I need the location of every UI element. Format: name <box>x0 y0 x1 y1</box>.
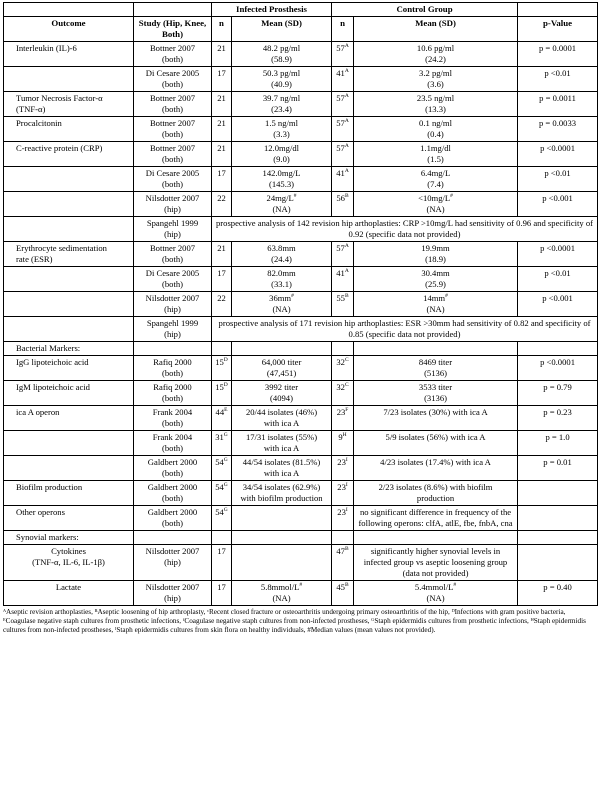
header-study: Study (Hip, Knee, Both) <box>134 17 212 42</box>
mean-control-cell: 19.9mm (18.9) <box>354 242 518 267</box>
mean-infected-cell: 12.0mg/dl (9.0) <box>232 142 332 167</box>
blank-cell <box>518 531 598 545</box>
n-infected-cell <box>212 406 232 431</box>
section-label: Synovial markers: <box>4 531 134 545</box>
n-value: 23 <box>337 482 346 492</box>
table-footnote: ᴬAseptic revision arthoplasties, ᴮAseptic loosening of hip arthroplasty, ᶜRecent closed fracture or osteoarthritis undergoing primary osteoarthritis of the hip, ᴰInfections with gram positive bacteria, ᴱCoagulase negative staph cultures from prosthetic infections, ᶠCoagulase negative staph cultures from non-infected prostheses, ᴳStaph epidermidis cultures from prosthetic infections, ᴴStaph epidermidis cultures from non-infected prostheses, ᴵStaph epidermidis cultures from skin flora on healthy individuals, #Median values (mean values not provided). <box>3 608 586 634</box>
n-value: 41 <box>336 68 345 78</box>
n-superscript: G <box>223 457 228 464</box>
mean-infected-cell: 44/54 isolates (81.5%) with ica A <box>232 456 332 481</box>
mean-control-cell: 5/9 isolates (56%) with ica A <box>354 431 518 456</box>
p-value-cell: p = 0.79 <box>518 381 598 406</box>
n-superscript: A <box>344 118 349 125</box>
n-control-cell <box>332 117 354 142</box>
mean-control-cell: 10.6 pg/ml (24.2) <box>354 42 518 67</box>
mean-infected-cell: 3992 titer (4094) <box>232 381 332 406</box>
n-value: 54 <box>215 507 224 517</box>
n-superscript: I <box>345 507 348 514</box>
n-infected-cell <box>212 92 232 117</box>
study-cell: Nilsdotter 2007 (hip) <box>134 545 212 581</box>
table-row <box>4 531 598 545</box>
mean-control-cell: 8469 titer (5136) <box>354 356 518 381</box>
n-control-cell <box>332 381 354 406</box>
p-value-cell: p <0.01 <box>518 67 598 92</box>
header-row-columns <box>4 17 598 42</box>
study-cell: Rafiq 2000 (both) <box>134 356 212 381</box>
p-value-cell: p = 0.0033 <box>518 117 598 142</box>
study-cell: Di Cesare 2005 (both) <box>134 67 212 92</box>
n-superscript: C <box>344 382 349 389</box>
header-mean-infected: Mean (SD) <box>232 17 332 42</box>
n-superscript: D <box>223 357 228 364</box>
n-infected-cell <box>212 581 232 606</box>
mean-infected-cell: 17/31 isolates (55%) with ica A <box>232 431 332 456</box>
n-control-cell <box>332 67 354 92</box>
n-control-cell <box>332 431 354 456</box>
mean-infected-cell: 39.7 ng/ml (23.4) <box>232 92 332 117</box>
n-superscript: C <box>344 357 349 364</box>
p-value-cell: p = 0.0011 <box>518 92 598 117</box>
n-value: 22 <box>217 193 226 203</box>
mean-infected-cell <box>232 545 332 581</box>
n-superscript: A <box>344 93 349 100</box>
n-control-cell <box>332 92 354 117</box>
n-superscript: B <box>344 293 349 300</box>
n-control-cell <box>332 356 354 381</box>
p-value-cell: p <0.0001 <box>518 142 598 167</box>
mean-control-cell: no significant difference in frequency of the following operons: clfA, atlE, fbe, fnbA, cna <box>354 506 518 531</box>
n-infected-cell <box>212 167 232 192</box>
study-cell: Di Cesare 2005 (both) <box>134 267 212 292</box>
n-superscript: G <box>223 507 228 514</box>
n-value: 21 <box>217 243 226 253</box>
n-infected-cell <box>212 267 232 292</box>
n-value: 41 <box>336 268 345 278</box>
mean-control-cell: 2/23 isolates (8.6%) with biofilm production <box>354 481 518 506</box>
mean-infected-cell <box>232 506 332 531</box>
table-body <box>4 42 598 606</box>
n-infected-cell <box>212 117 232 142</box>
table-page <box>0 2 600 794</box>
mean-control-cell: 23.5 ng/ml (13.3) <box>354 92 518 117</box>
n-superscript: H <box>342 432 347 439</box>
n-value: 57 <box>336 118 345 128</box>
outcome-cell: Biofilm production <box>4 481 134 506</box>
p-value-cell: p <0.001 <box>518 292 598 317</box>
n-infected-cell <box>212 545 232 581</box>
n-value: 41 <box>336 168 345 178</box>
n-superscript: D <box>223 382 228 389</box>
table-row <box>4 42 598 67</box>
p-value-cell: p = 0.23 <box>518 406 598 431</box>
mean-control-cell: 4/23 isolates (17.4%) with ica A <box>354 456 518 481</box>
n-infected-cell <box>212 42 232 67</box>
table-row <box>4 481 598 506</box>
outcome-cell: ica A operon <box>4 406 134 431</box>
header-control-group: Control Group <box>332 3 518 17</box>
table-row <box>4 506 598 531</box>
n-superscript: B <box>344 582 349 589</box>
outcome-cell <box>4 456 134 481</box>
blank-cell <box>232 342 332 356</box>
n-infected-cell <box>212 456 232 481</box>
study-cell: Bottner 2007 (both) <box>134 242 212 267</box>
n-infected-cell <box>212 192 232 217</box>
p-value-cell <box>518 481 598 506</box>
n-value: 57 <box>336 143 345 153</box>
header-blank-study <box>134 3 212 17</box>
mean-control-cell: 6.4mg/L (7.4) <box>354 167 518 192</box>
blank-cell <box>212 531 232 545</box>
n-value: 17 <box>217 68 226 78</box>
study-cell: Frank 2004 (both) <box>134 406 212 431</box>
n-control-cell <box>332 142 354 167</box>
study-cell: Bottner 2007 (both) <box>134 142 212 167</box>
n-control-cell <box>332 481 354 506</box>
p-value-cell: p <0.0001 <box>518 242 598 267</box>
outcome-cell: IgG lipoteichoic acid <box>4 356 134 381</box>
table-row <box>4 167 598 192</box>
table-row <box>4 431 598 456</box>
p-value-cell: p <0.0001 <box>518 356 598 381</box>
p-value-cell: p <0.01 <box>518 167 598 192</box>
n-control-cell <box>332 267 354 292</box>
n-superscript: I <box>345 457 348 464</box>
study-cell: Spangehl 1999 (hip) <box>134 217 212 242</box>
n-value: 23 <box>337 457 346 467</box>
n-superscript: E <box>224 407 228 414</box>
table-header <box>4 3 598 42</box>
p-value-cell: p = 0.40 <box>518 581 598 606</box>
blank-cell <box>134 531 212 545</box>
n-infected-cell <box>212 242 232 267</box>
p-value-cell: p = 0.01 <box>518 456 598 481</box>
n-superscript: A <box>344 68 349 75</box>
table-row <box>4 581 598 606</box>
n-value: 21 <box>217 118 226 128</box>
outcome-cell: Procalcitonin <box>4 117 134 142</box>
outcome-cell: Other operons <box>4 506 134 531</box>
p-value-cell: p <0.01 <box>518 267 598 292</box>
table-row <box>4 381 598 406</box>
n-value: 21 <box>217 43 226 53</box>
n-value: 57 <box>336 243 345 253</box>
outcome-cell: C-reactive protein (CRP) <box>4 142 134 167</box>
table-row <box>4 117 598 142</box>
n-value: 54 <box>215 482 224 492</box>
table-row <box>4 192 598 217</box>
mean-infected-cell: 24mg/L# (NA) <box>232 192 332 217</box>
p-value-cell <box>518 506 598 531</box>
n-value: 55 <box>336 293 345 303</box>
header-blank-outcome <box>4 3 134 17</box>
n-value: 17 <box>217 582 226 592</box>
blank-cell <box>134 342 212 356</box>
table-row <box>4 217 598 242</box>
table-row <box>4 67 598 92</box>
n-value: 15 <box>215 382 224 392</box>
n-value: 31 <box>215 432 224 442</box>
outcome-cell <box>4 317 134 342</box>
n-control-cell <box>332 406 354 431</box>
outcome-cell <box>4 431 134 456</box>
mean-control-cell: 7/23 isolates (30%) with ica A <box>354 406 518 431</box>
n-superscript: A <box>344 243 349 250</box>
n-value: 54 <box>215 457 224 467</box>
study-cell: Nilsdotter 2007 (hip) <box>134 581 212 606</box>
header-outcome: Outcome <box>4 17 134 42</box>
n-control-cell <box>332 506 354 531</box>
table-row <box>4 242 598 267</box>
blank-cell <box>332 342 354 356</box>
n-control-cell <box>332 242 354 267</box>
mean-infected-cell: 50.3 pg/ml (40.9) <box>232 67 332 92</box>
n-infected-cell <box>212 506 232 531</box>
study-cell: Galdbert 2000 (both) <box>134 481 212 506</box>
mean-control-cell: 3533 titer (3136) <box>354 381 518 406</box>
blank-cell <box>518 342 598 356</box>
outcome-cell <box>4 292 134 317</box>
table-row <box>4 356 598 381</box>
n-infected-cell <box>212 431 232 456</box>
n-value: 57 <box>336 93 345 103</box>
n-infected-cell <box>212 292 232 317</box>
header-row-top <box>4 3 598 17</box>
header-blank-p <box>518 3 598 17</box>
n-value: 32 <box>336 382 345 392</box>
mean-control-cell: 3.2 pg/ml (3.6) <box>354 67 518 92</box>
n-infected-cell <box>212 481 232 506</box>
mean-infected-cell: 64,000 titer (47,451) <box>232 356 332 381</box>
table-row <box>4 92 598 117</box>
outcome-cell <box>4 192 134 217</box>
study-cell: Galdbert 2000 (both) <box>134 506 212 531</box>
study-cell: Bottner 2007 (both) <box>134 92 212 117</box>
mean-infected-cell: 20/44 isolates (46%) with ica A <box>232 406 332 431</box>
n-value: 23 <box>337 507 346 517</box>
n-infected-cell <box>212 381 232 406</box>
n-superscript: A <box>344 143 349 150</box>
table-row <box>4 317 598 342</box>
n-infected-cell <box>212 356 232 381</box>
n-infected-cell <box>212 67 232 92</box>
mean-infected-cell: 5.8mmol/L# (NA) <box>232 581 332 606</box>
n-control-cell <box>332 456 354 481</box>
n-superscript: A <box>344 43 349 50</box>
study-cell: Bottner 2007 (both) <box>134 117 212 142</box>
table-row <box>4 406 598 431</box>
n-value: 23 <box>336 407 346 417</box>
study-note-cell: prospective analysis of 142 revision hip arthoplasties: CRP >10mg/L had sensitivity of 0.96 and specificity of 0.92 (specific data not provided) <box>212 217 598 242</box>
mean-infected-cell: 63.8mm (24.4) <box>232 242 332 267</box>
n-control-cell <box>332 42 354 67</box>
n-value: 32 <box>336 357 345 367</box>
header-n-infected: n <box>212 17 232 42</box>
mean-control-cell: 5.4mmol/L# (NA) <box>354 581 518 606</box>
n-value: 22 <box>217 293 226 303</box>
table-row <box>4 142 598 167</box>
n-superscript: B <box>344 193 349 200</box>
mean-infected-cell: 34/54 isolates (62.9%) with biofilm production <box>232 481 332 506</box>
n-superscript: G <box>223 432 228 439</box>
n-infected-cell <box>212 142 232 167</box>
study-cell: Spangehl 1999 (hip) <box>134 317 212 342</box>
n-value: 15 <box>215 357 224 367</box>
n-superscript: G <box>223 482 228 489</box>
study-cell: Nilsdotter 2007 (hip) <box>134 192 212 217</box>
n-value: 9 <box>338 432 343 442</box>
table-row <box>4 456 598 481</box>
n-superscript: B <box>344 546 349 553</box>
mean-control-cell: significantly higher synovial levels in infected group vs aseptic loosening group (data not provided) <box>354 545 518 581</box>
outcome-cell: Erythrocyte sedimentation rate (ESR) <box>4 242 134 267</box>
outcome-cell: IgM lipoteichoic acid <box>4 381 134 406</box>
p-value-cell: p <0.001 <box>518 192 598 217</box>
header-p-value: p-Value <box>518 17 598 42</box>
n-value: 56 <box>336 193 345 203</box>
mean-infected-cell: 142.0mg/L (145.3) <box>232 167 332 192</box>
n-value: 47 <box>336 546 345 556</box>
n-value: 17 <box>217 268 226 278</box>
outcome-cell <box>4 267 134 292</box>
blank-cell <box>354 531 518 545</box>
study-note-cell: prospective analysis of 171 revision hip arthoplasties: ESR >30mm had sensitivity of 0.82 and specificity of 0.85 (specific data not provided) <box>212 317 598 342</box>
mean-infected-cell: 82.0mm (33.1) <box>232 267 332 292</box>
mean-infected-cell: 36mm# (NA) <box>232 292 332 317</box>
n-superscript: I <box>345 482 348 489</box>
header-mean-control: Mean (SD) <box>354 17 518 42</box>
n-control-cell <box>332 192 354 217</box>
p-value-cell: p = 1.0 <box>518 431 598 456</box>
mean-infected-cell: 48.2 pg/ml (58.9) <box>232 42 332 67</box>
study-cell: Nilsdotter 2007 (hip) <box>134 292 212 317</box>
table-row <box>4 342 598 356</box>
outcome-cell: Cytokines (TNF-α, IL-6, IL-1β) <box>4 545 134 581</box>
n-superscript: A <box>344 168 349 175</box>
blank-cell <box>332 531 354 545</box>
table-row <box>4 545 598 581</box>
n-control-cell <box>332 167 354 192</box>
blank-cell <box>232 531 332 545</box>
outcome-cell <box>4 217 134 242</box>
mean-control-cell: 0.1 ng/ml (0.4) <box>354 117 518 142</box>
blank-cell <box>354 342 518 356</box>
n-superscript: A <box>344 268 349 275</box>
mean-control-cell: 1.1mg/dl (1.5) <box>354 142 518 167</box>
n-control-cell <box>332 581 354 606</box>
n-value: 17 <box>217 546 226 556</box>
outcome-cell: Interleukin (IL)-6 <box>4 42 134 67</box>
n-control-cell <box>332 292 354 317</box>
n-superscript: F <box>345 407 349 414</box>
n-value: 17 <box>217 168 226 178</box>
n-value: 21 <box>217 143 226 153</box>
table-row <box>4 267 598 292</box>
mean-control-cell: <10mg/L# (NA) <box>354 192 518 217</box>
study-cell: Galdbert 2000 (both) <box>134 456 212 481</box>
study-cell: Frank 2004 (both) <box>134 431 212 456</box>
n-value: 57 <box>336 43 345 53</box>
n-value: 44 <box>215 407 225 417</box>
blank-cell <box>212 342 232 356</box>
study-cell: Rafiq 2000 (both) <box>134 381 212 406</box>
infection-markers-table <box>3 2 598 606</box>
mean-infected-cell: 1.5 ng/ml (3.3) <box>232 117 332 142</box>
p-value-cell: p = 0.0001 <box>518 42 598 67</box>
outcome-cell <box>4 167 134 192</box>
section-label: Bacterial Markers: <box>4 342 134 356</box>
mean-control-cell: 30.4mm (25.9) <box>354 267 518 292</box>
outcome-cell: Tumor Necrosis Factor-α (TNF-α) <box>4 92 134 117</box>
n-control-cell <box>332 545 354 581</box>
outcome-cell <box>4 67 134 92</box>
n-value: 21 <box>217 93 226 103</box>
p-value-cell <box>518 545 598 581</box>
table-row <box>4 292 598 317</box>
outcome-cell: Lactate <box>4 581 134 606</box>
study-cell: Bottner 2007 (both) <box>134 42 212 67</box>
header-infected-prosthesis: Infected Prosthesis <box>212 3 332 17</box>
header-n-control: n <box>332 17 354 42</box>
n-value: 45 <box>336 582 345 592</box>
study-cell: Di Cesare 2005 (both) <box>134 167 212 192</box>
mean-control-cell: 14mm# (NA) <box>354 292 518 317</box>
